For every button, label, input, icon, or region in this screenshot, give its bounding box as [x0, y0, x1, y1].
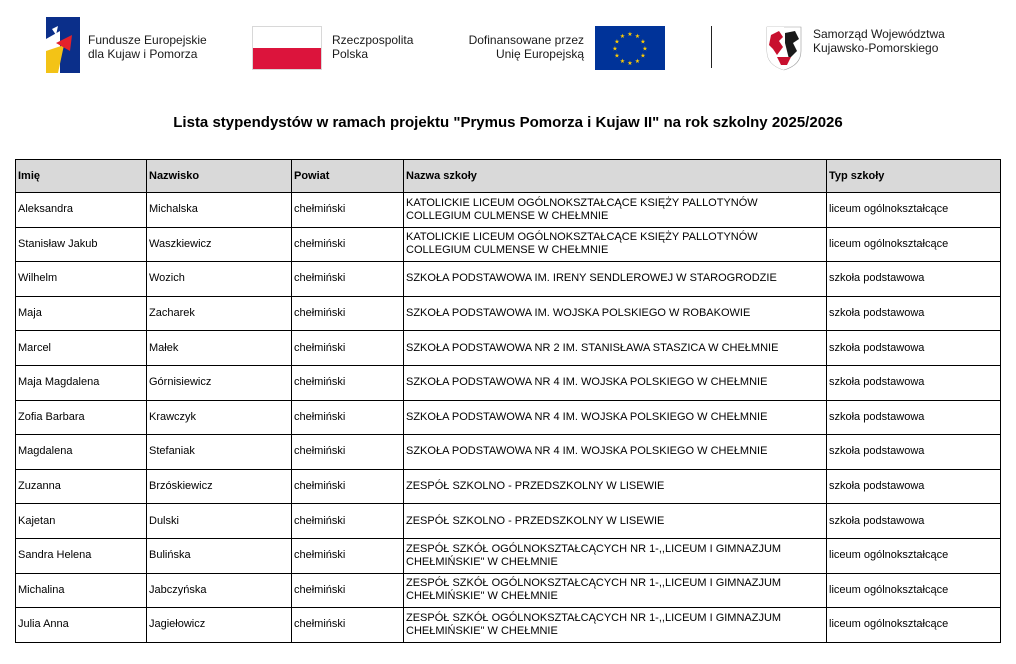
cell-school-name: ZESPÓŁ SZKÓŁ OGÓLNOKSZTAŁCĄCYCH NR 1-,,LICEUM I GIMNAZJUM CHEŁMIŃSKIE" W CHEŁMNIE [404, 608, 827, 643]
cell-last-name: Górnisiewicz [147, 365, 292, 400]
svg-text:★: ★ [614, 38, 620, 46]
cell-district: chełmiński [292, 608, 404, 643]
cell-first-name: Maja Magdalena [16, 365, 147, 400]
cell-school-type: szkoła podstawowa [827, 469, 1001, 504]
cell-first-name: Zofia Barbara [16, 400, 147, 435]
cell-first-name: Aleksandra [16, 193, 147, 228]
cell-last-name: Jabczyńska [147, 573, 292, 608]
cell-school-name: SZKOŁA PODSTAWOWA IM. IRENY SENDLEROWEJ W STAROGRODZIE [404, 262, 827, 297]
table-row [16, 331, 1001, 366]
table-row [16, 193, 1001, 228]
cell-school-type: liceum ogólnokształcące [827, 573, 1001, 608]
header-school-type: Typ szkoły [827, 160, 1001, 193]
cell-school-type: liceum ogólnokształcące [827, 227, 1001, 262]
cell-school-type: szkoła podstawowa [827, 435, 1001, 470]
svg-text:★: ★ [614, 52, 620, 60]
table-row [16, 504, 1001, 539]
cell-last-name: Stefaniak [147, 435, 292, 470]
cell-school-name: ZESPÓŁ SZKOLNO - PRZEDSZKOLNY W LISEWIE [404, 469, 827, 504]
cell-district: chełmiński [292, 504, 404, 539]
cell-school-type: szkoła podstawowa [827, 504, 1001, 539]
table-row [16, 469, 1001, 504]
cell-first-name: Wilhelm [16, 262, 147, 297]
polish-flag [252, 26, 322, 70]
cell-school-type: szkoła podstawowa [827, 262, 1001, 297]
table-row [16, 400, 1001, 435]
svg-text:★: ★ [640, 52, 646, 60]
rzeczpospolita-text [332, 33, 413, 61]
cell-district: chełmiński [292, 573, 404, 608]
svg-text:★: ★ [619, 33, 626, 40]
samorzad-text [813, 27, 945, 55]
cell-first-name: Maja [16, 296, 147, 331]
cell-first-name: Sandra Helena [16, 538, 147, 573]
header-school-name: Nazwa szkoły [404, 160, 827, 193]
cell-district: chełmiński [292, 193, 404, 228]
table-row [16, 227, 1001, 262]
cell-school-name: SZKOŁA PODSTAWOWA NR 4 IM. WOJSKA POLSKIEGO W CHEŁMNIE [404, 400, 827, 435]
cell-first-name: Stanisław Jakub [16, 227, 147, 262]
cell-district: chełmiński [292, 435, 404, 470]
cell-school-name: ZESPÓŁ SZKOLNO - PRZEDSZKOLNY W LISEWIE [404, 504, 827, 539]
eu-flag [595, 26, 665, 70]
fe-line1: Fundusze Europejskie [88, 33, 207, 47]
cell-district: chełmiński [292, 227, 404, 262]
cell-last-name: Małek [147, 331, 292, 366]
cell-school-name: SZKOŁA PODSTAWOWA NR 4 IM. WOJSKA POLSKIEGO W CHEŁMNIE [404, 365, 827, 400]
logo-bar [0, 0, 1016, 90]
table-row [16, 538, 1001, 573]
cell-school-type: szkoła podstawowa [827, 296, 1001, 331]
cell-last-name: Dulski [147, 504, 292, 539]
cell-school-name: SZKOŁA PODSTAWOWA NR 2 IM. STANISŁAWA STASZICA W CHEŁMNIE [404, 331, 827, 366]
kujawsko-pomorskie-coat-of-arms [765, 25, 803, 71]
svg-text:★: ★ [619, 58, 626, 65]
cell-school-type: szkoła podstawowa [827, 365, 1001, 400]
logo-divider [711, 26, 712, 68]
cell-first-name: Kajetan [16, 504, 147, 539]
svg-text:★: ★ [612, 45, 618, 53]
cell-district: chełmiński [292, 538, 404, 573]
cell-last-name: Wozich [147, 262, 292, 297]
cell-district: chełmiński [292, 400, 404, 435]
table-row [16, 365, 1001, 400]
pl-line1: Rzeczpospolita [332, 33, 414, 47]
table-row [16, 608, 1001, 643]
cell-last-name: Zacharek [147, 296, 292, 331]
cell-first-name: Marcel [16, 331, 147, 366]
cell-school-name: KATOLICKIE LICEUM OGÓLNOKSZTAŁCĄCE KSIĘŻY PALLOTYNÓW COLLEGIUM CULMENSE W CHEŁMNIE [404, 227, 827, 262]
header-district: Powiat [292, 160, 404, 193]
sam-line1: Samorząd Województwa [813, 27, 945, 41]
cell-district: chełmiński [292, 365, 404, 400]
header-first-name: Imię [16, 160, 147, 193]
svg-text:★: ★ [627, 60, 633, 67]
svg-text:★: ★ [642, 45, 648, 53]
cell-last-name: Michalska [147, 193, 292, 228]
cell-school-name: SZKOŁA PODSTAWOWA NR 4 IM. WOJSKA POLSKIEGO W CHEŁMNIE [404, 435, 827, 470]
cell-first-name: Zuzanna [16, 469, 147, 504]
cell-school-type: liceum ogólnokształcące [827, 608, 1001, 643]
cell-district: chełmiński [292, 469, 404, 504]
pl-line2: Polska [332, 47, 369, 61]
cell-district: chełmiński [292, 331, 404, 366]
cell-last-name: Bulińska [147, 538, 292, 573]
svg-text:★: ★ [634, 58, 641, 65]
fundusze-europejskie-logo [46, 17, 80, 73]
cell-district: chełmiński [292, 262, 404, 297]
cell-first-name: Michalina [16, 573, 147, 608]
cell-first-name: Julia Anna [16, 608, 147, 643]
cell-school-name: ZESPÓŁ SZKÓŁ OGÓLNOKSZTAŁCĄCYCH NR 1-,,LICEUM I GIMNAZJUM CHEŁMIŃSKIE" W CHEŁMNIE [404, 538, 827, 573]
table-row [16, 573, 1001, 608]
table-row [16, 296, 1001, 331]
cell-last-name: Brzóskiewicz [147, 469, 292, 504]
header-last-name: Nazwisko [147, 160, 292, 193]
cell-first-name: Magdalena [16, 435, 147, 470]
eu-line2: Unię Europejską [495, 47, 584, 61]
eu-line1: Dofinansowane przez [468, 33, 584, 47]
fe-line2: dla Kujaw i Pomorza [88, 47, 198, 61]
cell-school-name: KATOLICKIE LICEUM OGÓLNOKSZTAŁCĄCE KSIĘŻY PALLOTYNÓW COLLEGIUM CULMENSE W CHEŁMNIE [404, 193, 827, 228]
table-row [16, 435, 1001, 470]
svg-text:★: ★ [640, 38, 646, 46]
cell-last-name: Jagiełowicz [147, 608, 292, 643]
svg-text:★: ★ [634, 33, 641, 40]
scholarship-table [15, 159, 1001, 643]
dofinansowane-text [454, 33, 584, 61]
table-row [16, 262, 1001, 297]
svg-text:★: ★ [627, 31, 633, 38]
cell-school-name: ZESPÓŁ SZKÓŁ OGÓLNOKSZTAŁCĄCYCH NR 1-,,LICEUM I GIMNAZJUM CHEŁMIŃSKIE" W CHEŁMNIE [404, 573, 827, 608]
table-header-row [16, 160, 1001, 193]
sam-line2: Kujawsko-Pomorskiego [813, 41, 939, 55]
cell-school-type: liceum ogólnokształcące [827, 538, 1001, 573]
document-title: Lista stypendystów w ramach projektu "Prymus Pomorza i Kujaw II" na rok szkolny 2025/2026 [173, 114, 843, 131]
cell-school-type: liceum ogólnokształcące [827, 193, 1001, 228]
cell-school-type: szkoła podstawowa [827, 331, 1001, 366]
cell-district: chełmiński [292, 296, 404, 331]
cell-school-name: SZKOŁA PODSTAWOWA IM. WOJSKA POLSKIEGO W ROBAKOWIE [404, 296, 827, 331]
cell-school-type: szkoła podstawowa [827, 400, 1001, 435]
cell-last-name: Krawczyk [147, 400, 292, 435]
fundusze-europejskie-text [88, 33, 207, 61]
cell-last-name: Waszkiewicz [147, 227, 292, 262]
